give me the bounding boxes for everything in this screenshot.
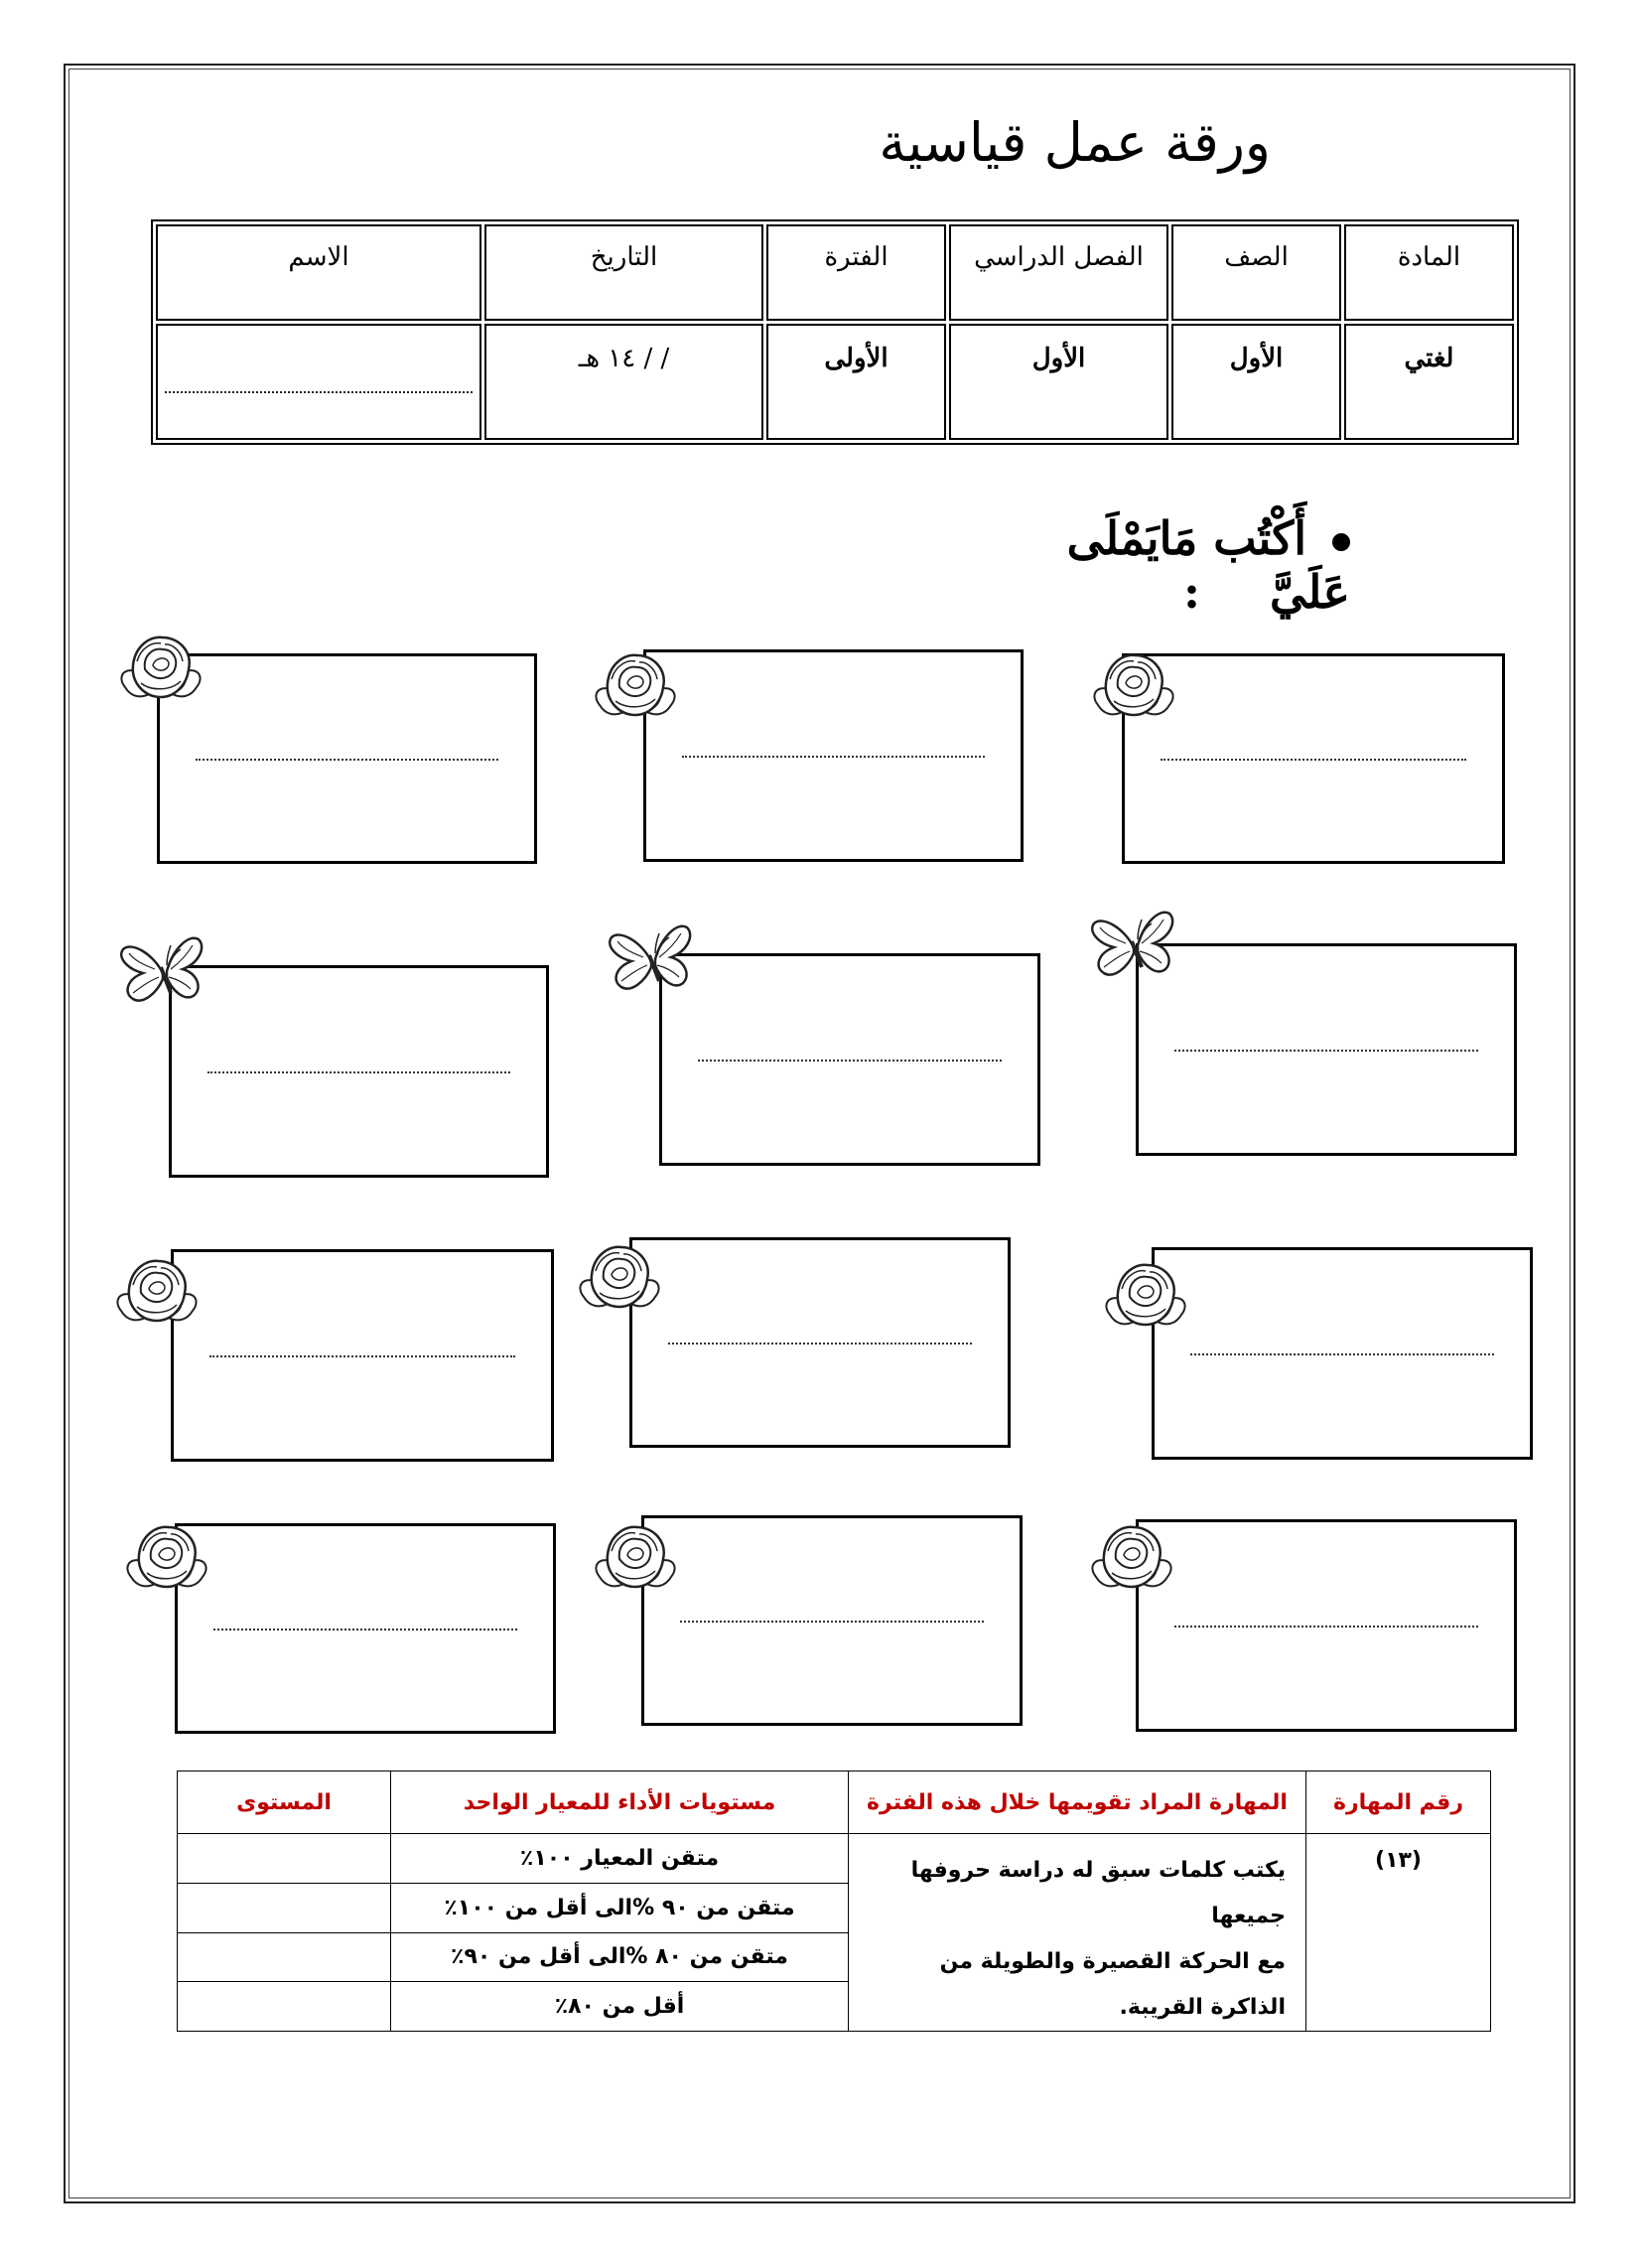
rose-icon [570, 1227, 669, 1327]
word-box-9[interactable] [1152, 1247, 1533, 1460]
instruction [893, 511, 1350, 619]
dotted-line [682, 756, 985, 758]
dotted-line [207, 1071, 510, 1073]
rose-icon [117, 1507, 216, 1607]
header-skill-number: رقم المهارة [1306, 1772, 1491, 1834]
header-performance-levels: مستويات الأداء للمعيار الواحد [391, 1772, 849, 1834]
dotted-line [1161, 759, 1466, 761]
word-box-7[interactable] [171, 1249, 554, 1462]
instruction-text: أَكْتُب مَايَمْلَى عَلَيَّ [1066, 511, 1350, 619]
label-grade: الصف [1171, 224, 1341, 321]
word-box-10[interactable] [175, 1523, 556, 1734]
header-table [151, 219, 1519, 445]
label-semester: الفصل الدراسي [949, 224, 1168, 321]
rose-icon [1096, 1245, 1195, 1345]
name-dotted-line [165, 391, 473, 393]
rose-icon [107, 1241, 206, 1341]
value-subject: لغتي [1344, 324, 1514, 440]
rose-icon [586, 1507, 685, 1607]
butterfly-icon [1084, 898, 1183, 997]
dotted-line [1190, 1353, 1494, 1355]
name-field[interactable] [156, 324, 481, 440]
rose-icon [111, 618, 210, 717]
skill-line-1: يكتب كلمات سبق له دراسة حروفها جميعها [910, 1858, 1286, 1928]
level-cell-4[interactable] [178, 1982, 391, 2032]
label-name: الاسم [156, 224, 481, 321]
skill-description [849, 1834, 1306, 2032]
value-semester: الأول [949, 324, 1168, 440]
dotted-line [680, 1621, 984, 1623]
word-box-11[interactable] [641, 1515, 1023, 1726]
header-level: المستوى [178, 1772, 391, 1834]
skill-number: (١٣) [1306, 1834, 1491, 2032]
rose-icon [1084, 636, 1183, 735]
butterfly-icon [113, 923, 212, 1023]
value-grade: الأول [1171, 324, 1341, 440]
level-row-3: متقن من ٨٠ %الى أقل من ٩٠٪ [391, 1932, 849, 1982]
word-box-8[interactable] [629, 1237, 1011, 1448]
label-subject: المادة [1344, 224, 1514, 321]
dotted-line [1174, 1626, 1478, 1628]
instruction-colon: : [1182, 565, 1200, 619]
label-date: التاريخ [484, 224, 763, 321]
word-box-4[interactable] [169, 965, 549, 1178]
level-row-1: متقن المعيار ١٠٠٪ [391, 1834, 849, 1884]
header-skill: المهارة المراد تقويمها خلال هذه الفترة [849, 1772, 1306, 1834]
word-box-2[interactable] [643, 649, 1024, 862]
level-row-2: متقن من ٩٠ %الى أقل من ١٠٠٪ [391, 1883, 849, 1932]
dotted-line [698, 1060, 1002, 1062]
word-box-1[interactable] [157, 653, 537, 864]
level-cell-1[interactable] [178, 1834, 391, 1884]
butterfly-icon [602, 912, 701, 1011]
dotted-line [213, 1629, 517, 1630]
dotted-line [209, 1355, 515, 1357]
dotted-line [1174, 1050, 1478, 1052]
label-period: الفترة [766, 224, 946, 321]
rose-icon [1082, 1507, 1181, 1607]
value-date[interactable]: / / ١٤ هـ [484, 324, 763, 440]
evaluation-table [177, 1771, 1491, 2032]
word-box-5[interactable] [659, 953, 1040, 1166]
worksheet-title: ورقة عمل قياسية [879, 111, 1271, 174]
level-cell-2[interactable] [178, 1883, 391, 1932]
dotted-line [668, 1343, 972, 1345]
rose-icon [586, 636, 685, 735]
level-cell-3[interactable] [178, 1932, 391, 1982]
word-box-12[interactable] [1136, 1519, 1517, 1732]
level-row-4: أقل من ٨٠٪ [391, 1982, 849, 2032]
dotted-line [196, 759, 498, 761]
skill-line-2: مع الحركة القصيرة والطويلة من الذاكرة القريبة. [939, 1949, 1286, 2020]
bullet-icon [1332, 533, 1350, 551]
word-box-6[interactable] [1136, 943, 1517, 1156]
value-period: الأولى [766, 324, 946, 440]
